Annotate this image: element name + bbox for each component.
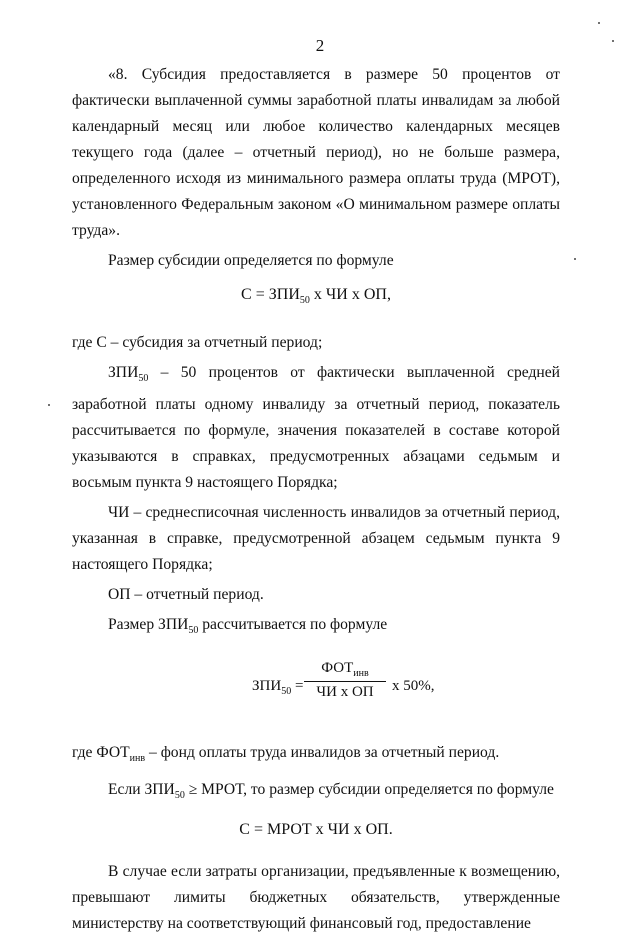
scan-speck xyxy=(612,40,614,42)
scan-speck xyxy=(598,22,600,24)
paragraph-subsidy-size: «8. Субсидия предоставляется в размере 50 процентов от фактически выплаченной суммы заработной платы инвалидам за любой календарный месяц или любое количество календарных месяцев текущего года (далее – отчетный период), но не больше размера, определенного исходя из минимального размера оплаты труда (МРОТ), установленного Федеральным законом «О минимальном размере оплаты труда». xyxy=(72,66,560,239)
paragraph-zpi50-intro: Размер $ЗПИ_{50}$ рассчитывается по формуле xyxy=(108,616,388,637)
scan-speck xyxy=(574,258,576,260)
fraction-denominator: ЧИ х ОП xyxy=(316,684,374,701)
document-body xyxy=(72,62,560,941)
definition-op: ОП – отчетный период. xyxy=(108,586,264,604)
formula-rhs: х 50%, xyxy=(392,678,435,695)
formula-zpi50 xyxy=(72,658,560,722)
paragraph-limits: В случае если затраты организации, предъявленные к возмещению, превышают лимиты бюджетных обязательств, утвержденные министерству на соответствующий финансовый год, предоставление xyxy=(72,862,560,932)
page-number: 2 xyxy=(315,36,325,55)
definition-zpi50: $ЗПИ_{50} - 50$ процентов от фактически выплаченной средней заработной платы одному инвалиду за отчетный период, показатель рассчитывается по формуле, значения показателей в составе которой указываются в справках, предусмотренных абзацами седьмым и восьмым пункта 9 настоящего Порядка; xyxy=(72,364,560,492)
paragraph-formula-intro: Размер субсидии определяется по формуле xyxy=(108,252,394,269)
scan-speck xyxy=(48,404,50,406)
fraction-numerator: $ФОТ_{инв}$ xyxy=(321,660,369,680)
definition-chi: ЧИ – среднесписочная численность инвалидов за отчетный период, указанная в справке, предусмотренной абзацем седьмым пункта 9 настоящего Порядка; xyxy=(72,504,560,574)
definition-c: где С – субсидия за отчетный период; xyxy=(72,334,323,352)
formula-fraction xyxy=(304,660,386,701)
paragraph-mrot-condition: Если $ЗПИ_{50}$ ≥ МРОТ, то размер субсидии определяется по формуле xyxy=(108,780,554,801)
definition-fot: где $ФОТ_{инв}$ – фонд оплаты труда инвалидов за отчетный период. xyxy=(72,744,500,765)
formula-subsidy: $С = ЗПИ_{50}$ х ЧИ х ОП, xyxy=(241,286,391,307)
formula-lhs: $ЗПИ_{50}$ = xyxy=(252,678,304,698)
formula-subsidy-mrot: С = МРОТ х ЧИ х ОП. xyxy=(239,820,393,838)
